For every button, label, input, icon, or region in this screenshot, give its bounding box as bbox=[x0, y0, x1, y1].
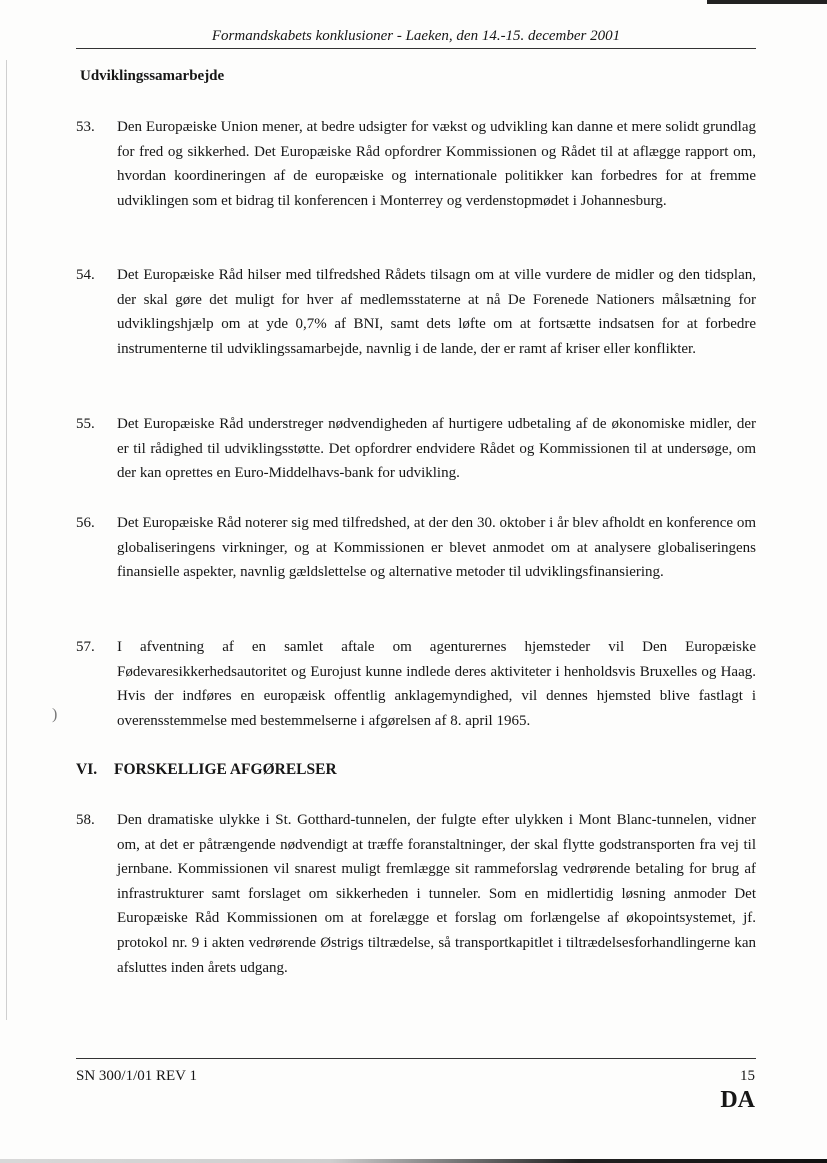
scan-left-edge bbox=[6, 60, 7, 1020]
footer-rule bbox=[76, 1058, 756, 1059]
paragraph-text: Det Europæiske Råd understreger nødvendigheden af hurtigere udbetaling af de økonomiske midler, der er til rådighed til udviklingsstøtte. Det opfordrer endvidere Rådet og Kommissionen til at undersøge, om der kan oprettes en Euro-Middelhavs-bank for udvikling. bbox=[117, 416, 756, 482]
paragraph-number: 56. bbox=[76, 515, 95, 531]
paragraph-text: Den dramatiske ulykke i St. Gotthard-tunnelen, der fulgte efter ulykken i Mont Blanc-tunnelen, vidner om, at det er påtrængende nødvendigt at træffe foranstaltninger, der skal flytte godstransporten fra vej til jernbane. Kommissionen vil snarest muligt fremlægge sit rammeforslag vedrørende betaling for brug af infrastrukturer samt forslaget om sikkerheden i tunneler. Som en midlertidig løsning anmoder Det Europæiske Råd Kommissionen om at forelægge et forslag om forlængelse af økopointsystemet, jf. protokol nr. 9 i akten vedrørende Østrigs tiltrædelse, så transportkapitlet i tiltrædelsesforhandlingerne kan afsluttes inden årets udgang. bbox=[117, 812, 756, 976]
section-title: Udviklingssamarbejde bbox=[80, 68, 225, 84]
paragraph-56 bbox=[76, 511, 756, 585]
paragraph-57 bbox=[76, 635, 756, 733]
chapter-title: FORSKELLIGE AFGØRELSER bbox=[114, 761, 337, 778]
paragraph-number: 58. bbox=[76, 812, 95, 828]
page-number: 15 bbox=[740, 1068, 755, 1084]
running-header: Formandskabets konklusioner - Laeken, den 14.-15. december 2001 bbox=[76, 26, 756, 49]
paragraph-text: Det Europæiske Råd hilser med tilfredshed Rådets tilsagn om at ville vurdere de midler og den tidsplan, der skal gøre det muligt for hver af medlemsstaterne at nå De Forenede Nationers målsætning for udviklingshjælp om at yde 0,7% af BNI, samt dets løfte om at fortsætte indsatsen for at forbedre instrumenterne til udviklingssamarbejde, navnlig i de lande, der er ramt af kriser eller konflikter. bbox=[117, 267, 756, 357]
paragraph-number: 54. bbox=[76, 267, 95, 283]
paragraph-number: 57. bbox=[76, 639, 95, 655]
paragraph-number: 55. bbox=[76, 416, 95, 432]
paragraph-58 bbox=[76, 808, 756, 980]
scan-bottom-edge bbox=[0, 1159, 827, 1163]
scan-artifact: ) bbox=[52, 706, 58, 723]
paragraph-text: Det Europæiske Råd noterer sig med tilfredshed, at der den 30. oktober i år blev afholdt en konference om globaliseringens virkninger, og at Kommissionen er blevet anmodet om at analysere globaliseringens finansielle aspekter, navnlig gældslettelse og alternative metoder til udviklingsfinansiering. bbox=[117, 515, 756, 581]
paragraph-53 bbox=[76, 115, 756, 213]
paragraph-54 bbox=[76, 263, 756, 361]
paragraph-55 bbox=[76, 412, 756, 486]
language-code: DA bbox=[720, 1087, 755, 1113]
chapter-number: VI. bbox=[76, 761, 98, 778]
document-reference: SN 300/1/01 REV 1 bbox=[76, 1068, 197, 1084]
paragraph-text: Den Europæiske Union mener, at bedre udsigter for vækst og udvikling kan danne et mere solidt grundlag for fred og sikkerhed. Det Europæiske Råd opfordrer Kommissionen og Rådet til at aflægge rapport om, hvordan koordineringen af de europæiske og internationale politikker kan forbedres for at fremme udviklingen som et bidrag til konferencen i Monterrey og verdenstopmødet i Johannesburg. bbox=[117, 119, 756, 209]
chapter-heading bbox=[76, 759, 337, 781]
paragraph-text: I afventning af en samlet aftale om agenturernes hjemsteder vil Den Europæiske Fødevaresikkerhedsautoritet og Eurojust kunne indlede deres aktiviteter i henholdsvis Bruxelles og Haag. Hvis der indføres en europæisk offentlig anklagemyndighed, vil dennes hjemsted blive fastlagt i overensstemmelse med bestemmelserne i afgørelsen af 8. april 1965. bbox=[117, 639, 756, 729]
scan-edge-mark bbox=[707, 0, 827, 4]
paragraph-number: 53. bbox=[76, 119, 95, 135]
